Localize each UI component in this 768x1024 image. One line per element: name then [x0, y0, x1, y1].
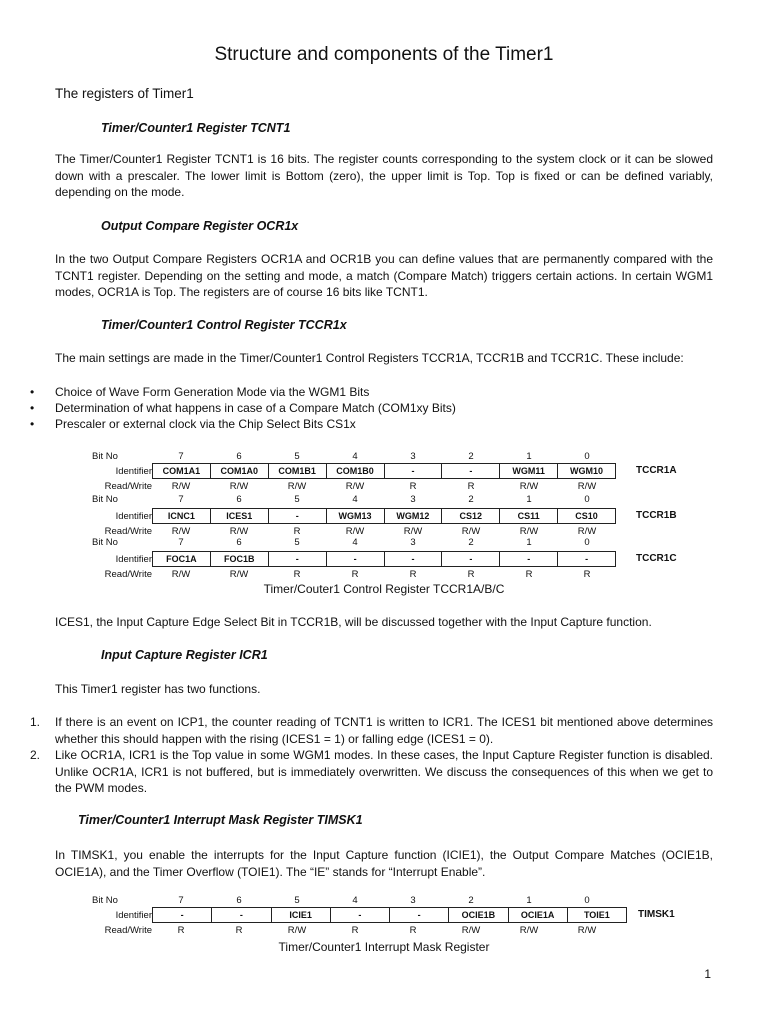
page-title: Structure and components of the Timer1 — [214, 44, 554, 65]
identifier-label: Identifier — [115, 910, 152, 921]
bit-identifier-cell: - — [390, 908, 449, 922]
bullet-icon: • — [30, 417, 35, 431]
bit-identifier-cell: - — [327, 552, 385, 566]
bit-number-cell: 7 — [178, 537, 184, 548]
readwrite-label: Read/Write — [104, 925, 152, 936]
identifier-row — [152, 907, 627, 923]
bitno-label: Bit No — [92, 895, 118, 906]
readwrite-cell: R — [351, 925, 359, 936]
bit-number-cell: 5 — [294, 537, 300, 548]
list-item: • Determination of what happens in case of a Compare Match (COM1xy Bits) — [30, 401, 456, 415]
bit-identifier-cell: COM1A1 — [153, 464, 211, 478]
readwrite-cell: R/W — [229, 481, 249, 492]
readwrite-cell: R — [525, 569, 533, 580]
bit-number-cell: 7 — [178, 895, 184, 906]
bit-number-cell: 5 — [294, 451, 300, 462]
readwrite-cell: R/W — [171, 569, 191, 580]
identifier-label: Identifier — [115, 466, 152, 477]
bit-number-cell: 5 — [294, 895, 300, 906]
readwrite-cell: R — [467, 481, 475, 492]
bit-number-cell: 0 — [584, 895, 590, 906]
timsk1-heading: Timer/Counter1 Interrupt Mask Register TIMSK1 — [78, 813, 363, 827]
readwrite-cell: R/W — [229, 526, 249, 537]
identifier-row — [152, 551, 616, 567]
bit-identifier-cell: - — [269, 552, 327, 566]
identifier-label: Identifier — [115, 554, 152, 565]
bit-identifier-cell: COM1A0 — [211, 464, 269, 478]
bit-number-cell: 1 — [526, 494, 532, 505]
bitno-label: Bit No — [92, 494, 118, 505]
readwrite-cell: R/W — [287, 481, 307, 492]
bit-identifier-cell: - — [385, 552, 443, 566]
bit-number-cell: 3 — [410, 494, 416, 505]
identifier-row — [152, 508, 616, 524]
bit-number-cell: 3 — [410, 895, 416, 906]
readwrite-cell: R — [293, 569, 301, 580]
bit-number-cell: 5 — [294, 494, 300, 505]
bit-identifier-cell: COM1B0 — [327, 464, 385, 478]
tccr1x-paragraph: The main settings are made in the Timer/Counter1 Control Registers TCCR1A, TCCR1B and TCCR1C. These include: — [55, 351, 684, 365]
bit-identifier-cell: OCIE1A — [509, 908, 568, 922]
bit-number-cell: 6 — [236, 451, 242, 462]
bit-number-cell: 0 — [584, 451, 590, 462]
bullet-icon: • — [30, 401, 35, 415]
readwrite-cell: R — [409, 481, 417, 492]
bullet-list — [30, 384, 715, 432]
readwrite-label: Read/Write — [104, 481, 152, 492]
bit-identifier-cell: OCIE1B — [449, 908, 508, 922]
register-name: TCCR1A — [636, 465, 677, 476]
readwrite-label: Read/Write — [104, 526, 152, 537]
readwrite-cell: R/W — [519, 526, 539, 537]
bit-identifier-cell: FOC1B — [211, 552, 269, 566]
readwrite-cell: R/W — [577, 925, 597, 936]
bit-number-cell: 2 — [468, 895, 474, 906]
readwrite-cell: R/W — [403, 526, 423, 537]
bit-number-cell: 7 — [178, 494, 184, 505]
tcnt1-heading: Timer/Counter1 Register TCNT1 — [101, 121, 291, 135]
bit-number-cell: 0 — [584, 494, 590, 505]
bit-number-cell: 6 — [236, 494, 242, 505]
bit-number-cell: 4 — [352, 895, 358, 906]
readwrite-cell: R — [583, 569, 591, 580]
bit-number-cell: 6 — [236, 537, 242, 548]
bit-identifier-cell: - — [442, 552, 500, 566]
table1-caption: Timer/Couter1 Control Register TCCR1A/B/C — [263, 582, 505, 596]
readwrite-label: Read/Write — [104, 569, 152, 580]
bit-identifier-cell: - — [442, 464, 500, 478]
page-number: 1 — [704, 967, 711, 981]
bit-number-cell: 1 — [526, 895, 532, 906]
readwrite-cell: R — [293, 526, 301, 537]
readwrite-cell: R/W — [171, 526, 191, 537]
bit-identifier-cell: - — [585, 554, 589, 564]
readwrite-cell: R/W — [519, 925, 539, 936]
register-name: TIMSK1 — [638, 909, 675, 920]
bit-identifier-cell: ICES1 — [211, 509, 269, 523]
bit-number-cell: 2 — [468, 494, 474, 505]
ocr1x-paragraph: In the two Output Compare Registers OCR1A and OCR1B you can define values that are permanently compared with the TCNT1 register. Depending on the setting and mode, a match (Compare Match) triggers certain actions. In certain WGM1 modes, OCR1A is Top. The registers are of course 16 bits like TCNT1. — [55, 252, 713, 299]
bit-identifier-cell: WGM10 — [570, 466, 604, 476]
bit-number-cell: 6 — [236, 895, 242, 906]
bit-identifier-cell: - — [212, 908, 271, 922]
ocr1x-heading: Output Compare Register OCR1x — [101, 219, 299, 233]
timsk1-paragraph: In TIMSK1, you enable the interrupts for the Input Capture function (ICIE1), the Output Compare Matches (OCIE1B, OCIE1A), and the Timer Overflow (TOIE1). The “IE” stands for “Interrupt Enable”. — [55, 848, 713, 879]
bit-number-cell: 7 — [178, 451, 184, 462]
list-item: • Choice of Wave Form Generation Mode via the WGM1 Bits — [30, 385, 370, 399]
table2-caption: Timer/Counter1 Interrupt Mask Register — [278, 940, 490, 954]
readwrite-cell: R/W — [345, 526, 365, 537]
timsk1-register-table — [92, 893, 692, 943]
readwrite-cell: R/W — [287, 925, 307, 936]
bit-identifier-cell: - — [500, 552, 558, 566]
bullet-icon: • — [30, 385, 35, 399]
icr1-heading: Input Capture Register ICR1 — [101, 648, 268, 662]
readwrite-cell: R — [177, 925, 185, 936]
icr1-intro: This Timer1 register has two functions. — [55, 682, 261, 696]
ices-paragraph: ICES1, the Input Capture Edge Select Bit in TCCR1B, will be discussed together with the Input Capture function. — [55, 615, 652, 629]
readwrite-cell: R — [409, 569, 417, 580]
readwrite-cell: R/W — [229, 569, 249, 580]
bit-number-cell: 2 — [468, 537, 474, 548]
bit-number-cell: 1 — [526, 451, 532, 462]
bit-number-cell: 4 — [352, 451, 358, 462]
bit-number-cell: 2 — [468, 451, 474, 462]
bit-number-cell: 3 — [410, 537, 416, 548]
bit-identifier-cell: ICIE1 — [272, 908, 331, 922]
bit-identifier-cell: - — [153, 908, 212, 922]
bit-identifier-cell: ICNC1 — [153, 509, 211, 523]
bitno-label: Bit No — [92, 451, 118, 462]
list-item: 2. Like OCR1A, ICR1 is the Top value in some WGM1 modes. In these cases, the Input Capture Register function is disabled. Unlike OCR1A, ICR1 is not buffered, but is immediately overwritten. We discuss the consequences of this when we get to the PWM modes. — [30, 748, 713, 795]
readwrite-cell: R/W — [461, 925, 481, 936]
bit-identifier-cell: WGM11 — [500, 464, 558, 478]
readwrite-cell: R — [467, 569, 475, 580]
readwrite-cell: R/W — [577, 481, 597, 492]
list-item: 1. If there is an event on ICP1, the counter reading of TCNT1 is written to ICR1. The ICES1 bit mentioned above determines whether this should happen with the rising (ICES1 = 1) or falling edge (ICES1 = 0). — [30, 715, 713, 746]
list-item: • Prescaler or external clock via the Chip Select Bits CS1x — [30, 417, 356, 431]
section-heading: The registers of Timer1 — [55, 86, 194, 101]
identifier-label: Identifier — [115, 511, 152, 522]
bit-number-cell: 4 — [352, 537, 358, 548]
bit-identifier-cell: - — [385, 464, 443, 478]
bit-identifier-cell: CS10 — [575, 511, 598, 521]
readwrite-cell: R/W — [577, 526, 597, 537]
readwrite-cell: R/W — [345, 481, 365, 492]
tccr1x-heading: Timer/Counter1 Control Register TCCR1x — [101, 318, 347, 332]
readwrite-cell: R — [235, 925, 243, 936]
bit-identifier-cell: - — [269, 509, 327, 523]
bit-identifier-cell: FOC1A — [153, 552, 211, 566]
tcnt1-paragraph: The Timer/Counter1 Register TCNT1 is 16 bits. The register counts corresponding to the system clock or it can be slowed down with a prescaler. The lower limit is Bottom (zero), the upper limit is Top. Top is fixed or can be defined variably, depending on the mode. — [55, 152, 713, 199]
readwrite-cell: R/W — [171, 481, 191, 492]
bit-identifier-cell: TOIE1 — [583, 910, 610, 920]
bit-identifier-cell: CS11 — [500, 509, 558, 523]
bit-identifier-cell: - — [331, 908, 390, 922]
numbered-list — [30, 714, 713, 797]
readwrite-cell: R — [351, 569, 359, 580]
bitno-label: Bit No — [92, 537, 118, 548]
bit-number-cell: 3 — [410, 451, 416, 462]
identifier-row — [152, 463, 616, 479]
bit-identifier-cell: WGM13 — [327, 509, 385, 523]
register-name: TCCR1C — [636, 553, 677, 564]
bit-number-cell: 4 — [352, 494, 358, 505]
bit-identifier-cell: COM1B1 — [269, 464, 327, 478]
bit-identifier-cell: CS12 — [442, 509, 500, 523]
bit-identifier-cell: WGM12 — [385, 509, 443, 523]
tccr1-register-table — [92, 449, 692, 585]
readwrite-cell: R/W — [519, 481, 539, 492]
readwrite-cell: R — [409, 925, 417, 936]
readwrite-cell: R/W — [461, 526, 481, 537]
register-name: TCCR1B — [636, 510, 677, 521]
bit-number-cell: 0 — [584, 537, 590, 548]
bit-number-cell: 1 — [526, 537, 532, 548]
